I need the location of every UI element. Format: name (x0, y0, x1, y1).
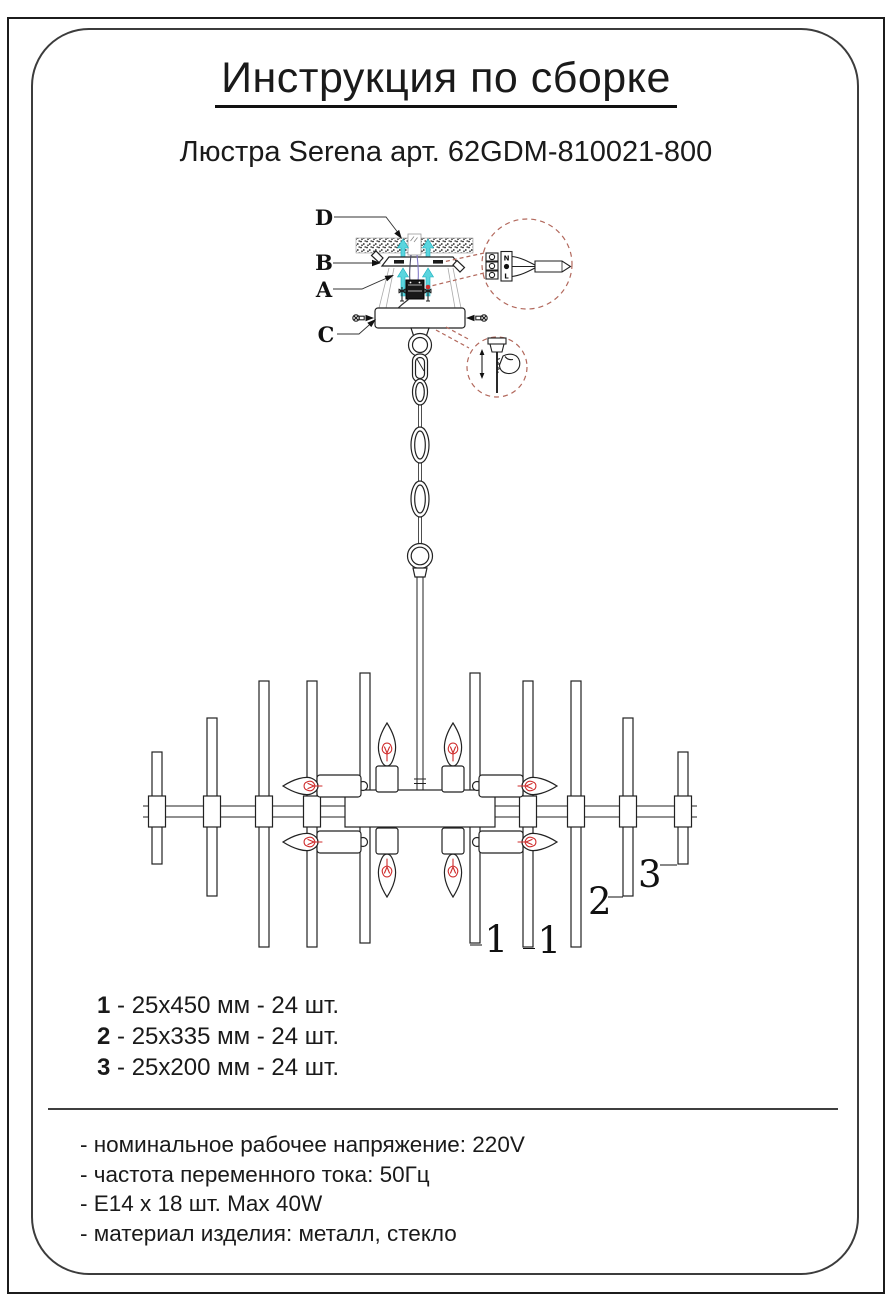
legend-item (97, 1021, 339, 1052)
callout-letter-c: C (317, 322, 335, 347)
candle-bulb-left (283, 775, 368, 797)
section-divider (48, 1108, 838, 1110)
side-screw-icon (476, 315, 487, 321)
legend-item-number: 3 (97, 1054, 111, 1081)
callout-letter-b: B (315, 250, 333, 275)
spec-item: - материал изделия: металл, стекло (80, 1220, 457, 1246)
candle-bulb-up (442, 723, 464, 792)
rod-clamp (675, 796, 692, 827)
chain (408, 334, 433, 792)
candle-bulb-down (442, 828, 464, 897)
candle-bulb-left (283, 831, 368, 853)
part-label-3: 3 (638, 853, 662, 896)
part-label-1: 1 (484, 918, 509, 961)
rod-clamp (520, 796, 537, 827)
rod-clamp (620, 796, 637, 827)
rod-clamp (568, 796, 585, 827)
terminal-block (406, 280, 424, 299)
legend-item-number: 2 (97, 1023, 111, 1050)
part-label-2: 2 (588, 880, 612, 923)
spec-item: - номинальное рабочее напряжение: 220V (80, 1132, 525, 1157)
side-screw-icon (353, 315, 364, 321)
spec-item: - E14 x 18 шт. Max 40W (80, 1191, 323, 1216)
rod-clamp (149, 796, 166, 827)
wiring-point-marker (426, 285, 431, 290)
parts-legend (97, 990, 339, 1083)
terminal-label-n: N (503, 254, 510, 263)
chandelier (143, 673, 697, 962)
page-title-text: Инструкция по сборке (215, 54, 677, 108)
legend-item-number: 1 (97, 992, 111, 1019)
specifications (80, 1130, 525, 1248)
legend-item-text: - 25x335 мм - 24 шт. (110, 1023, 340, 1050)
rod-clamp (204, 796, 221, 827)
candle-bulb-right (473, 831, 558, 853)
ceiling-hole (408, 234, 421, 255)
central-body (345, 790, 495, 827)
spec-item: - частота переменного тока: 50Гц (80, 1161, 430, 1187)
hand-icon (497, 354, 520, 373)
legend-item-text: - 25x200 мм - 24 шт. (110, 1054, 340, 1081)
rod-clamp (256, 796, 273, 827)
product-subtitle: Люстра Serena арт. 62GDM-810021-800 (179, 136, 713, 168)
callout-letter-a: A (315, 277, 333, 302)
candle-bulb-right (473, 775, 558, 797)
candle-bulb-up (376, 723, 398, 792)
legend-item-text: - 25x450 мм - 24 шт. (110, 992, 340, 1019)
earth-symbol-icon (504, 264, 509, 269)
candle-bulb-down (376, 828, 398, 897)
legend-item (97, 1052, 339, 1083)
legend-item (97, 990, 339, 1021)
terminal-label-l: L (504, 272, 509, 281)
part-label-1: 1 (537, 919, 562, 962)
callout-letter-d: D (314, 205, 334, 230)
ceiling (356, 234, 473, 255)
height-adjust-detail-circle (436, 327, 527, 397)
rod-clamp (304, 796, 321, 827)
